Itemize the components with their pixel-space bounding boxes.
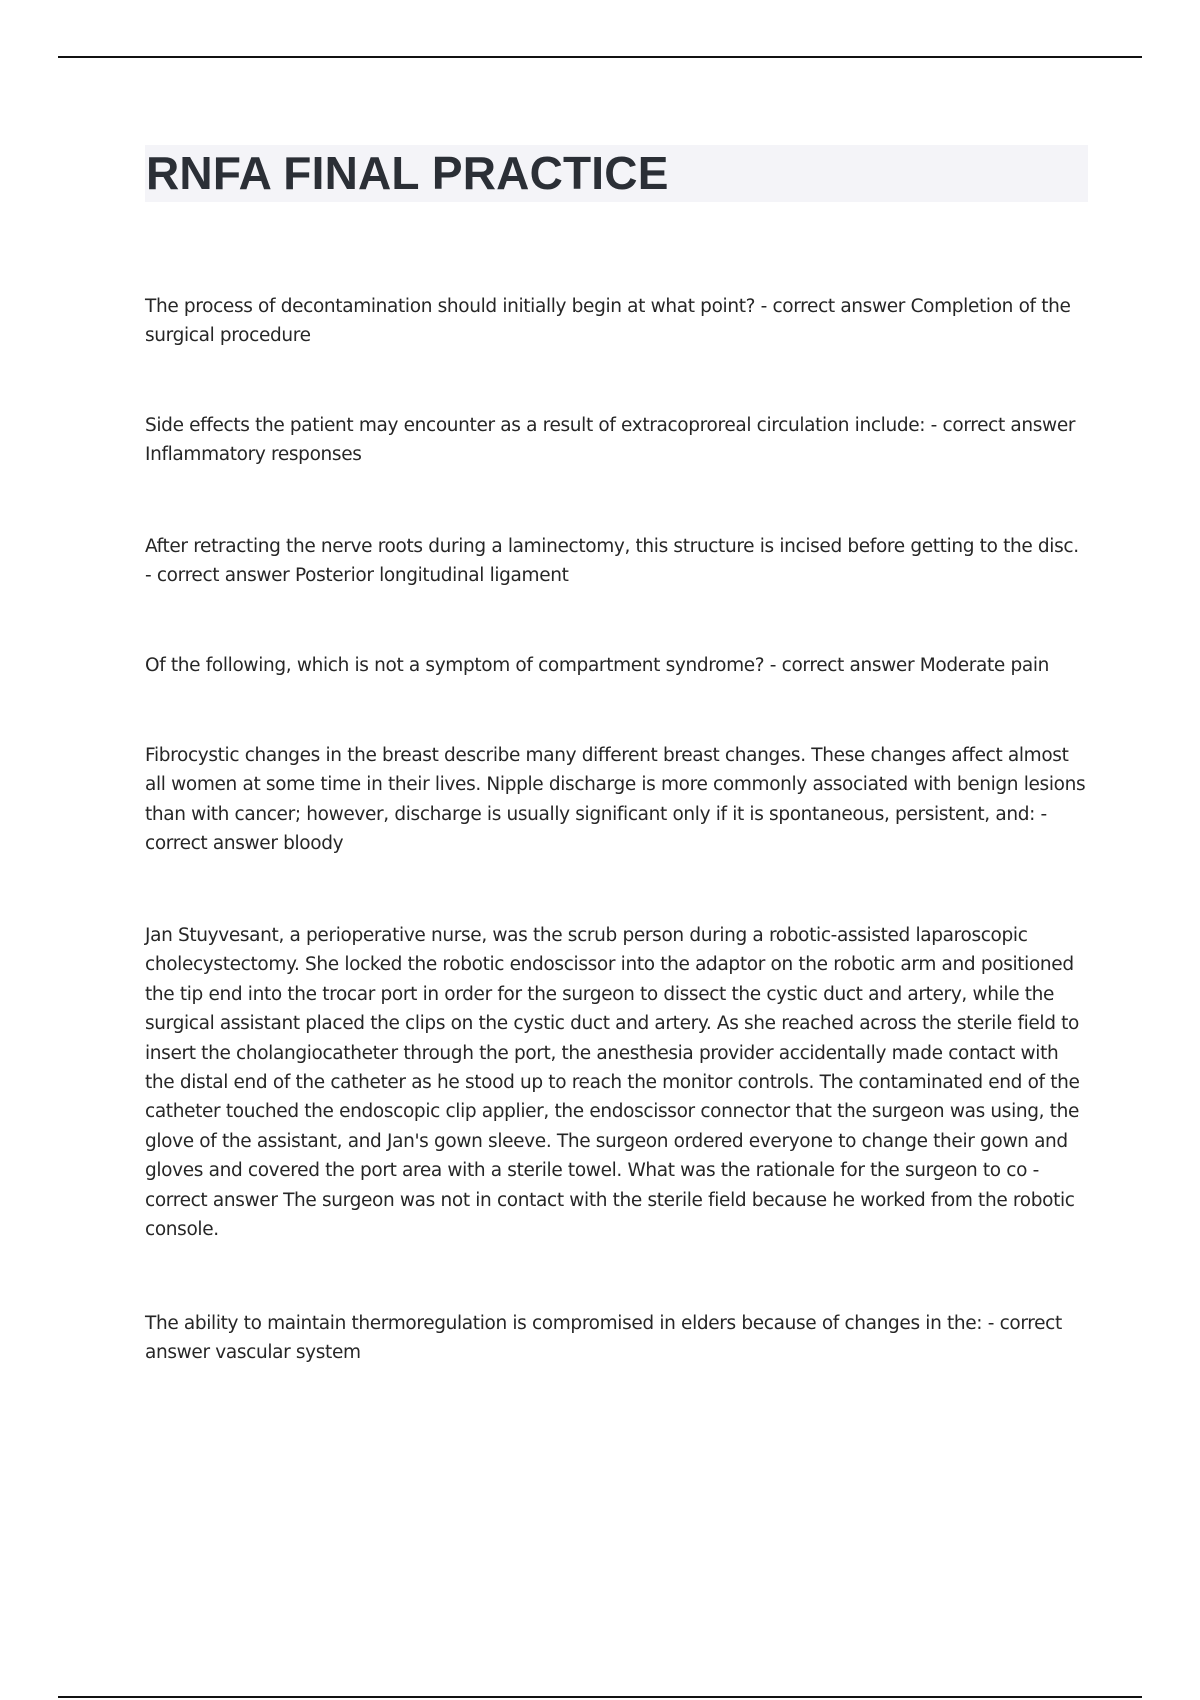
answer: bloody: [283, 833, 344, 855]
answer: Completion of the surgical procedure: [145, 296, 1071, 347]
answer-separator: - correct answer: [925, 415, 1076, 436]
answer-separator: - correct answer: [145, 565, 295, 587]
question: Jan Stuyvesant, a perioperative nurse, was the scrub person during a robotic-assisted laparoscopic cholecystectomy. She locked the robotic endoscissor into the adaptor on the robotic arm and positioned the tip end into the trocar port in order for the surgeon to dissect the cystic duct and artery, while the surgical assistant placed the clips on the cystic duct and artery. As she reached across the sterile field to insert the cholangiocatheter through the port, the anesthesia provider accidentally made contact with the distal end of the catheter as he stood up to reach the monitor controls. The contaminated end of the catheter touched the endoscopic clip applier, the endoscissor connector that the surgeon was using, the glove of the assistant, and Jan's gown sleeve. The surgeon ordered everyone to change their gown and gloves and covered the port area with a sterile towel. What was the rationale for the surgeon to co: [145, 925, 1080, 1182]
qa-item-3: [145, 532, 1090, 591]
question: Fibrocystic changes in the breast describe many different breast changes. These changes affect almost all women at some time in their lives. Nipple discharge is more commonly associated with benign lesions than with cancer; however, discharge is usually significant only if it is spontaneous, persistent, and:: [145, 745, 1086, 825]
top-rule: [58, 56, 1142, 58]
answer: Inflammatory responses: [145, 444, 362, 466]
qa-item-6: [145, 921, 1090, 1244]
question: The ability to maintain thermoregulation is compromised in elders because of changes in the:: [145, 1313, 983, 1334]
question: Of the following, which is not a symptom of compartment syndrome?: [145, 655, 765, 676]
answer: vascular system: [215, 1342, 361, 1364]
question: The process of decontamination should initially begin at what point?: [145, 296, 756, 317]
bottom-rule: [58, 1696, 1142, 1698]
qa-item-5: [145, 741, 1090, 859]
qa-item-2: [145, 411, 1090, 470]
answer-separator: - correct answer: [764, 655, 920, 676]
answer-separator: - correct answer: [145, 803, 1047, 855]
answer: Posterior longitudinal ligament: [294, 565, 569, 587]
answer-separator: - correct answer: [755, 296, 911, 317]
answer-separator: - correct answer: [145, 1313, 1062, 1364]
question: After retracting the nerve roots during a laminectomy, this structure is incised before getting to the disc.: [145, 536, 1079, 557]
answer: Moderate pain: [919, 655, 1050, 676]
question: Side effects the patient may encounter as a result of extracoproreal circulation include:: [145, 415, 926, 436]
document-title: RNFA FINAL PRACTICE: [146, 147, 669, 199]
answer: The surgeon was not in contact with the sterile field because he worked from the robotic console.: [145, 1189, 1075, 1241]
answer-separator: - correct answer: [145, 1160, 1039, 1211]
qa-item-1: [145, 292, 1090, 351]
qa-item-7: [145, 1309, 1090, 1368]
qa-item-4: [145, 651, 1090, 680]
